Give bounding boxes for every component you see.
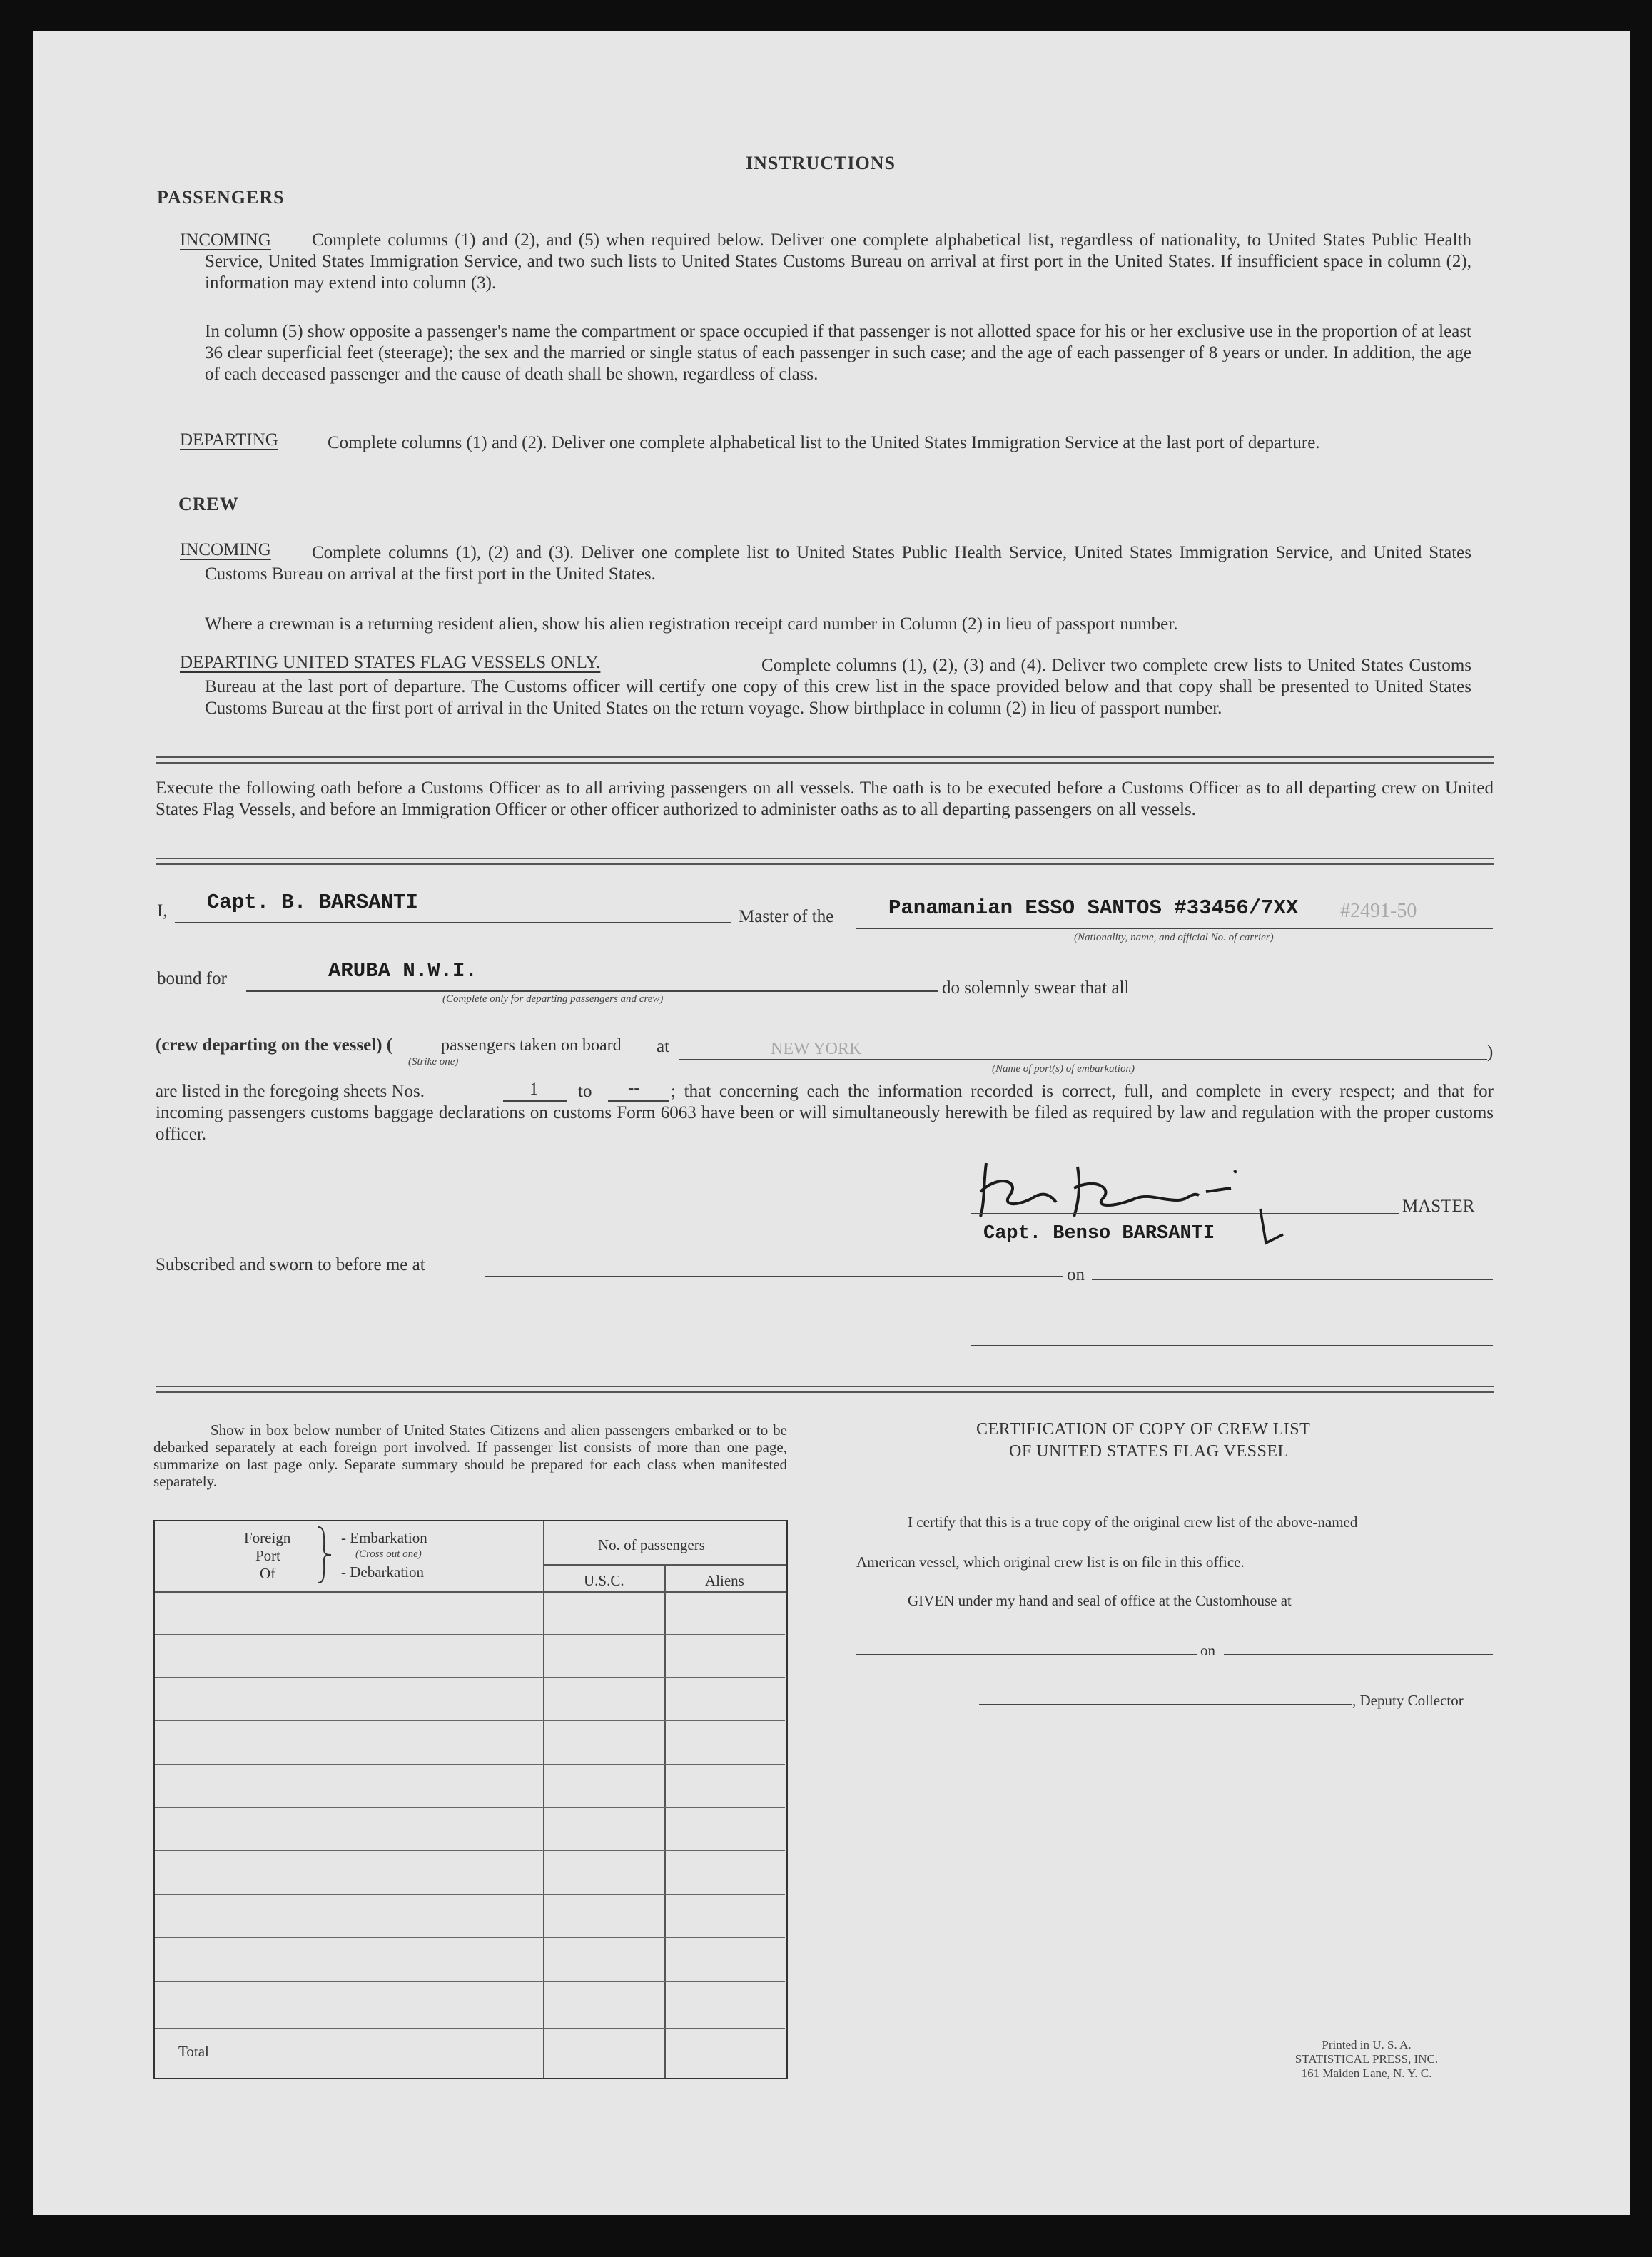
brace-icon bbox=[314, 1524, 335, 1586]
sheets-text: ; that concerning each the information recorded is correct, full, and complete in every respect; and that for incoming passengers customs baggage declarations on customs Form 6063 have been or will simultaneously herewith be filed as required by law and regulation with the proper customs officer. bbox=[156, 1082, 1494, 1144]
departing-text: Complete columns (1) and (2). Deliver one complete alphabetical list to the United States Immigration Service at the last port of departure. bbox=[328, 433, 1320, 452]
certification-title-2: OF UNITED STATES FLAG VESSEL bbox=[1009, 1442, 1289, 1461]
master-name-field[interactable]: Capt. B. BARSANTI bbox=[207, 891, 418, 914]
port-field[interactable]: NEW YORK bbox=[771, 1040, 862, 1058]
incoming-text: Complete columns (1) and (2), and (5) when required below. Deliver one complete alphabetical list, regardless of nationality, to United States Public Health Service, United States Immigration Service, and two such lists to United States Customs Bureau on arrival at first port in the United States. If insufficient space in column (2), information may extend into column (3). bbox=[205, 230, 1471, 293]
vessel-field[interactable]: Panamanian ESSO SANTOS #33456/7XX bbox=[888, 896, 1299, 920]
oath-i-label: I, bbox=[157, 901, 168, 920]
embarkation-label: - Embarkation bbox=[341, 1529, 427, 1546]
table-row[interactable] bbox=[155, 1677, 785, 1678]
signature-typed-name: Capt. Benso BARSANTI bbox=[983, 1223, 1215, 1244]
of-label: Of bbox=[260, 1565, 276, 1582]
table-row[interactable] bbox=[155, 1981, 785, 1982]
passengers-heading: PASSENGERS bbox=[157, 187, 285, 208]
sheet-from-field[interactable]: 1 bbox=[529, 1080, 539, 1099]
crew-departing-text-label: (crew departing on the vessel) ( bbox=[156, 1035, 393, 1055]
strike-caption: (Strike one) bbox=[408, 1056, 459, 1067]
crew-incoming-text: Complete columns (1), (2) and (3). Deliver one complete list to United States Public Health Service, United States Immigration Service, and United States Customs Bureau on arrival at the first port in the United States. bbox=[205, 543, 1471, 584]
debarkation-label: - Debarkation bbox=[341, 1563, 425, 1581]
foreign-label: Foreign bbox=[244, 1529, 291, 1546]
bound-for-caption: (Complete only for departing passengers and crew) bbox=[442, 993, 664, 1005]
bound-for-field[interactable]: ARUBA N.W.I. bbox=[328, 959, 477, 983]
certification-text-2: American vessel, which original crew list is on file in this office. bbox=[856, 1553, 1245, 1571]
passenger-summary-table bbox=[153, 1520, 788, 2079]
table-row[interactable] bbox=[155, 1807, 785, 1808]
incoming-label: INCOMING bbox=[180, 230, 271, 250]
instructions-title: INSTRUCTIONS bbox=[746, 153, 896, 173]
bound-for-label: bound for bbox=[157, 969, 227, 988]
crew-resident-text: Where a crewman is a returning resident alien, show his alien registration receipt card number in Column (2) in lieu of passport number. bbox=[205, 614, 1178, 634]
certification-text-3: GIVEN under my hand and seal of office at the Customhouse at bbox=[908, 1592, 1292, 1609]
no-of-passengers-header: No. of passengers bbox=[598, 1536, 705, 1553]
table-row[interactable] bbox=[155, 1764, 785, 1765]
close-paren: ) bbox=[1487, 1043, 1494, 1062]
cross-out-caption: (Cross out one) bbox=[355, 1548, 422, 1560]
departing-label: DEPARTING bbox=[180, 430, 278, 450]
master-label: MASTER bbox=[1402, 1197, 1475, 1216]
printer-imprint: Printed in U. S. A. STATISTICAL PRESS, INC. 161 Maiden Lane, N. Y. C. bbox=[1294, 2038, 1439, 2080]
at-label: at bbox=[657, 1037, 670, 1056]
deputy-collector-label: , Deputy Collector bbox=[1352, 1692, 1464, 1709]
table-row[interactable] bbox=[155, 1850, 785, 1851]
table-row[interactable] bbox=[155, 1634, 785, 1635]
strike-one-text: passengers taken on board bbox=[441, 1036, 622, 1055]
table-row[interactable] bbox=[155, 1720, 785, 1721]
sheets-label: are listed in the foregoing sheets Nos. bbox=[156, 1082, 425, 1101]
subscribed-label: Subscribed and sworn to before me at bbox=[156, 1255, 425, 1274]
crew-departing-label: DEPARTING UNITED STATES FLAG VESSELS ONLY. bbox=[180, 653, 601, 672]
table-row[interactable] bbox=[155, 1894, 785, 1895]
subscribed-on-label: on bbox=[1067, 1265, 1085, 1284]
crew-incoming-label: INCOMING bbox=[180, 540, 271, 559]
vessel-caption: (Nationality, name, and official No. of carrier) bbox=[1074, 932, 1274, 943]
incoming-text-column5: In column (5) show opposite a passenger's name the compartment or space occupied if that passenger is not allotted space for his or her exclusive use in the proportion of at least 36 clear superficial feet (steerage); the sex and the married or single status of each passenger in such case; and the age of each passenger of 8 years or under. In addition, the age of each deceased passenger and the cause of death shall be shown, regardless of class. bbox=[205, 322, 1471, 384]
port-label: Port bbox=[255, 1547, 281, 1564]
summary-instruction: Show in box below number of United States Citizens and alien passengers embarked or to be debarked separately at each foreign port involved. If passenger list consists of more than one page, summarize on last page only. Separate summary should be prepared for each class when manifested separately. bbox=[153, 1421, 787, 1490]
vessel-number-faded: #2491-50 bbox=[1340, 900, 1417, 922]
master-signature bbox=[971, 1149, 1284, 1227]
crew-heading: CREW bbox=[178, 494, 239, 514]
divider bbox=[156, 1386, 1494, 1393]
divider bbox=[156, 858, 1494, 865]
aliens-header: Aliens bbox=[705, 1572, 744, 1589]
swear-label: do solemnly swear that all bbox=[942, 978, 1130, 998]
certification-title-1: CERTIFICATION OF COPY OF CREW LIST bbox=[976, 1420, 1311, 1439]
total-label: Total bbox=[178, 2043, 209, 2060]
port-caption: (Name of port(s) of embarkation) bbox=[992, 1063, 1135, 1075]
divider bbox=[156, 756, 1494, 764]
oath-instruction: Execute the following oath before a Customs Officer as to all arriving passengers on all vessels. The oath is to be executed before a Customs Officer as to all departing crew on United States Flag Vessels, and before an Immigration Officer or other officer authorized to administer oaths as to all departing passengers on all vessels. bbox=[156, 778, 1494, 819]
signature-tick bbox=[1257, 1206, 1286, 1249]
table-row[interactable] bbox=[155, 2028, 785, 2029]
crew-departing-text: Complete columns (1), (2), (3) and (4). Deliver two complete crew lists to United States Customs Bureau at the last port of departure. The Customs officer will certify one copy of this crew list in the space provided below and that copy shall be presented to United States Customs Bureau at the first port of arrival in the United States on the return voyage. Show birthplace in column (2) in lieu of passport number. bbox=[205, 656, 1471, 718]
to-label: to bbox=[578, 1082, 592, 1101]
certification-text-1: I certify that this is a true copy of the original crew list of the above-named bbox=[908, 1513, 1358, 1531]
usc-header: U.S.C. bbox=[584, 1572, 624, 1589]
table-row[interactable] bbox=[155, 1937, 785, 1938]
master-of-label: Master of the bbox=[739, 907, 834, 926]
certification-on-label: on bbox=[1200, 1642, 1215, 1659]
sheet-to-field[interactable]: -- bbox=[628, 1078, 640, 1097]
